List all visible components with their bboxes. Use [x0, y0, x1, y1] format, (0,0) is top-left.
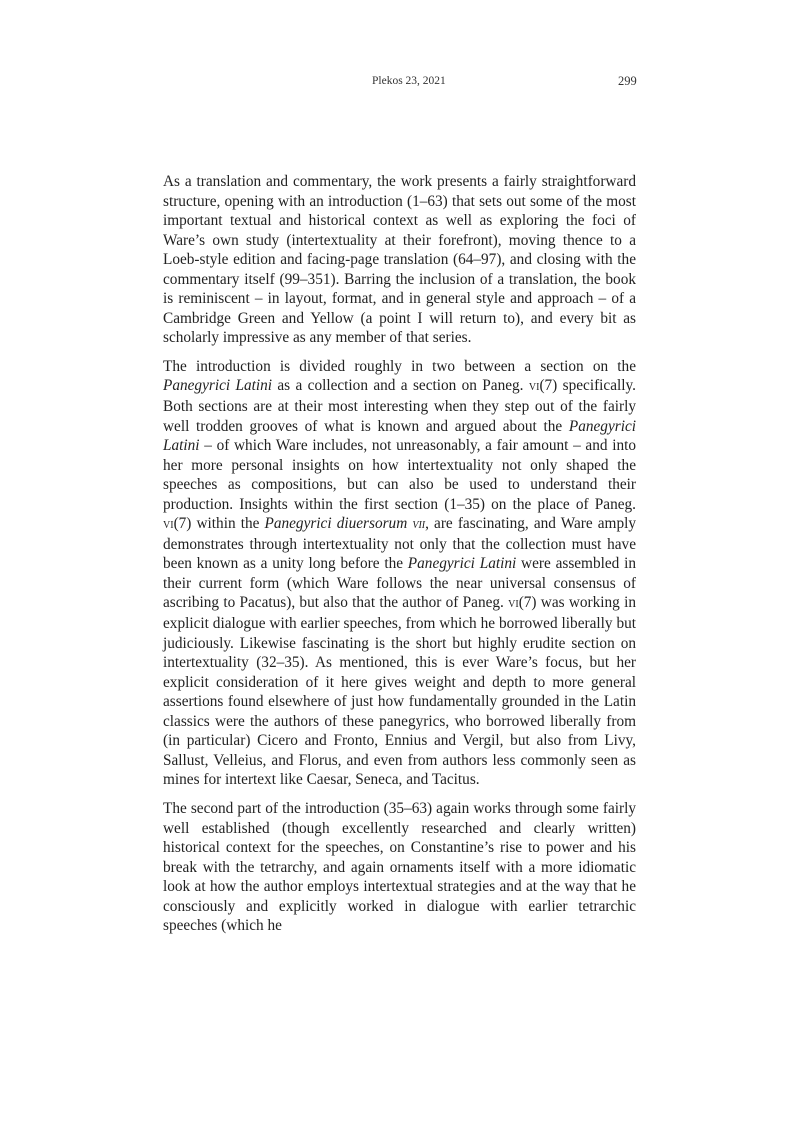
paragraph-2: The introduction is divided roughly in two between a section on the Panegyrici Latini as a collection and a section on Paneg. vi(7) specifically. Both sections are at their most interesting when they step out of the fairly well trodden grooves of what is known and argued about the Panegyrici Latini – of which Ware includes, not unreasonably, a fair amount – and into her more personal insights on how intertextuality not only shaped the speeches as compositions, but can also be used to understand their production. Insights within the first section (1–35) on the place of Paneg. vi(7) within the Panegyrici diuersorum vii, are fascinating, and Ware amply demonstrates through intertextuality not only that the collection must have been known as a unity long before the Panegyrici Latini were assembled in their current form (which Ware follows the near universal consensus of ascribing to Pacatus), but also that the author of Paneg. vi(7) was working in explicit dialogue with earlier speeches, from which he borrowed liberally but judiciously. Likewise fascinating is the short but highly erudite section on intertextuality (32–35). As mentioned, this is ever Ware’s focus, but her explicit consideration of it here gives weight and depth to more general assertions found elsewhere of just how fundamentally grounded in the Latin classics were the authors of these panegyrics, who borrowed liberally from (in particular) Cicero and Fronto, Ennius and Vergil, but also from Livy, Sallust, Velleius, and Florus, and even from authors less commonly seen as mines for intertext like Caesar, Seneca, and Tacitus. — [163, 357, 636, 789]
italic-text: Panegyrici Latini — [407, 555, 517, 573]
italic-text: Panegyrici Latini — [163, 377, 273, 395]
paragraph-1: As a translation and commentary, the work presents a fairly straightforward structure, opening with an introduction (1–63) that sets out some of the most important textual and historical context as well as exploring the foci of Ware’s own study (intertextuality at their forefront), moving thence to a Loeb-style edition and facing-page translation (64–97), and closing with the commentary itself (99–351). Barring the inclusion of a translation, the book is reminiscent – in layout, format, and in general style and approach – of a Cambridge Green and Yellow (a point I will return to), and every bit as scholarly impressive as any member of that series. — [163, 173, 636, 347]
page-number: 299 — [618, 74, 637, 88]
small-caps-text: vi — [508, 595, 519, 612]
journal-title: Plekos 23, 2021 — [372, 75, 446, 87]
body-text — [163, 172, 636, 945]
small-caps-text: vi — [163, 516, 174, 533]
paragraph-3: The second part of the introduction (35–63) again works through some fairly well established (though excellently researched and clearly written) historical context for the speeches, on Constantine’s rise to power and his break with the tetrarchy, and again ornaments itself with a more idiomatic look at how the author employs intertextual strategies and at the way that he consciously and explicitly worked in dialogue with earlier tetrarchic speeches (which he — [163, 799, 636, 935]
italic-text: Panegyrici Latini — [163, 417, 636, 455]
italic-text: vii — [412, 516, 426, 533]
running-header — [0, 75, 799, 95]
small-caps-text: vi — [528, 378, 540, 395]
italic-text: Panegyrici diuersorum — [264, 515, 413, 533]
